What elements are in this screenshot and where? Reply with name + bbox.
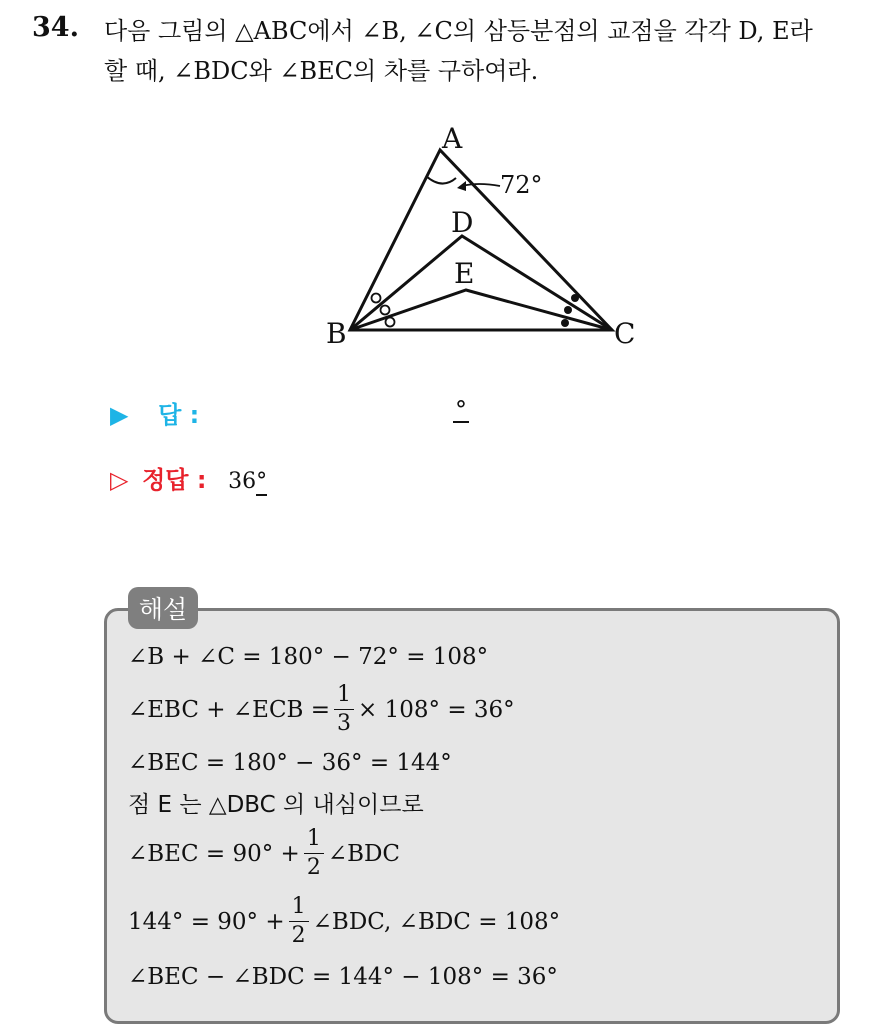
outline-play-icon: ▷ (110, 466, 129, 494)
angle-mark-b3 (386, 318, 395, 327)
solution-tab: 해설 (128, 587, 198, 629)
solution-line-6-pre: 144° = 90° + (128, 908, 285, 935)
fraction-denominator: 2 (306, 855, 321, 880)
label-e: E (454, 257, 475, 290)
fraction-numerator: 1 (289, 896, 309, 922)
angle-mark-c3 (561, 319, 569, 327)
correct-label: 정답 : (142, 466, 207, 494)
solution-line-5-pre: ∠BEC = 90° + (128, 840, 300, 867)
label-c: C (614, 317, 636, 350)
correct-value: 36 (228, 469, 257, 494)
angle-mark-b1 (372, 294, 381, 303)
solution-line-2 (128, 684, 515, 735)
angle-mark-c2 (564, 306, 572, 314)
fraction-one-third (334, 684, 354, 735)
solution-line-6 (128, 896, 560, 947)
answer-blank[interactable]: ° (455, 396, 467, 424)
solution-line-7: ∠BEC − ∠BDC = 144° − 108° = 36° (128, 964, 558, 990)
label-a: A (442, 122, 463, 155)
solution-line-4: 점 E 는 △DBC 의 내심이므로 (128, 792, 424, 818)
solution-line-1: ∠B + ∠C = 180° − 72° = 108° (128, 644, 489, 670)
fraction-denominator: 3 (337, 711, 352, 736)
angle-mark-c1 (571, 294, 579, 302)
label-d: D (451, 206, 474, 239)
fraction-numerator: 1 (334, 684, 354, 710)
question-text-line2: 할 때, ∠BDC와 ∠BEC의 차를 구하여라. (104, 57, 539, 85)
solution-line-3: ∠BEC = 180° − 36° = 144° (128, 750, 452, 776)
fraction-denominator: 2 (291, 923, 306, 948)
fraction-one-half (289, 896, 309, 947)
triangle-abc (350, 150, 612, 330)
solution-line-2-pre: ∠EBC + ∠ECB = (128, 696, 331, 723)
arrow-head (457, 181, 466, 191)
fraction-numerator: 1 (304, 828, 324, 854)
answer-row (110, 395, 199, 430)
angle-label: 72° (500, 171, 543, 199)
angle-arc-a (426, 176, 456, 184)
solution-line-5 (128, 828, 400, 879)
solution-line-5-post: ∠BDC (327, 840, 401, 867)
solution-line-2-post: × 108° = 36° (358, 696, 515, 723)
angle-mark-b2 (381, 306, 390, 315)
solution-line-6-post: ∠BDC, ∠BDC = 108° (312, 908, 561, 935)
correct-unit: ° (256, 469, 268, 494)
play-icon: ▶ (110, 401, 129, 429)
angle-pointer (462, 184, 500, 186)
question-number: 34. (32, 12, 79, 43)
question-text-line1: 다음 그림의 △ABC에서 ∠B, ∠C의 삼등분점의 교점을 각각 D, E라 (104, 17, 813, 45)
triangle-figure (0, 0, 884, 380)
fraction-one-half (304, 828, 324, 879)
answer-label: 답 : (158, 401, 200, 429)
correct-answer-row (110, 460, 267, 495)
label-b: B (326, 317, 347, 350)
